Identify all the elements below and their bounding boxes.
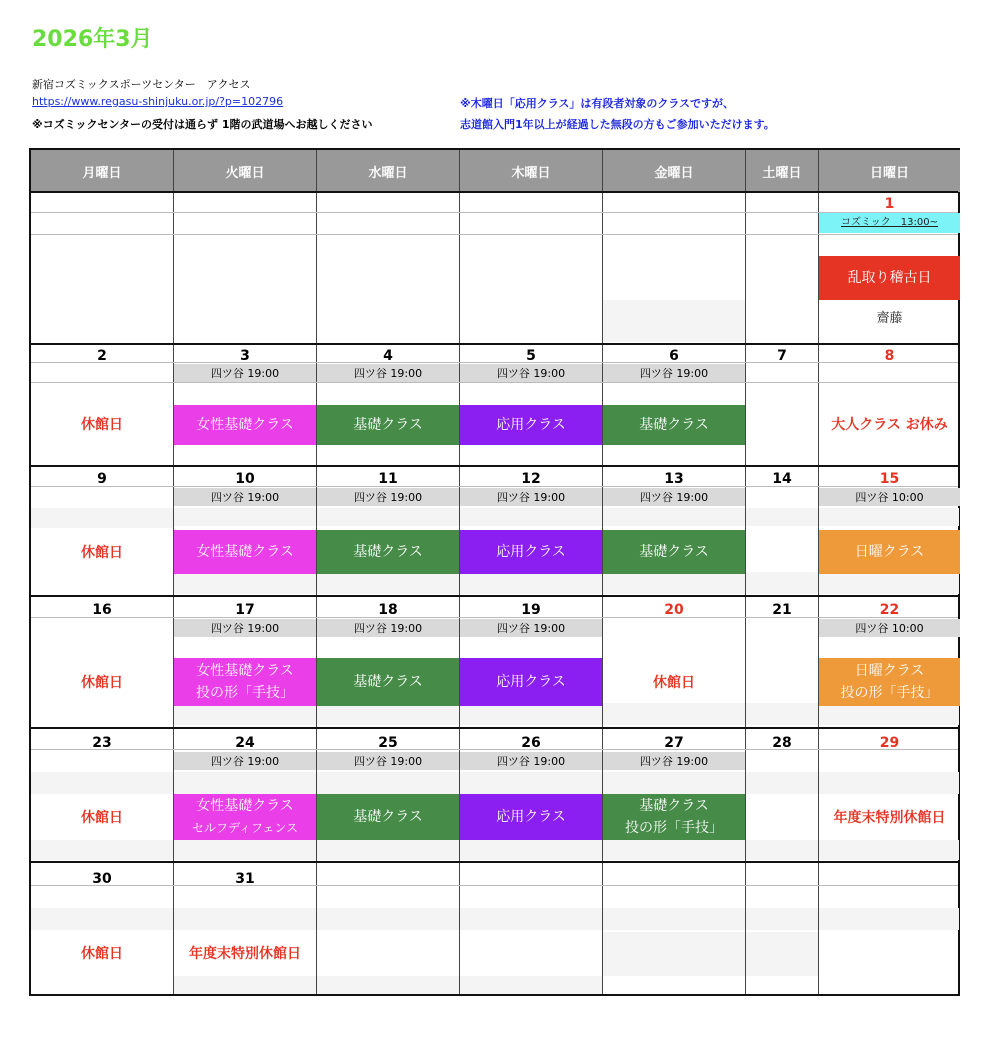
day-1: 1 (884, 196, 895, 212)
womens-basic-class[interactable]: 女性基礎クラス (174, 405, 316, 445)
day-number: 8 (884, 348, 895, 364)
class-detail: 投の形「手技」 (840, 685, 939, 701)
day-number: 20 (664, 602, 684, 618)
day-number: 9 (97, 471, 107, 487)
basic-class[interactable]: 基礎クラス (317, 530, 459, 574)
time-label: 四ツ谷 19:00 (460, 619, 602, 637)
day-number: 13 (664, 471, 684, 487)
class-name: 基礎クラス (639, 798, 709, 814)
closed-label: 休館日 (81, 675, 123, 691)
time-label: 四ツ谷 19:00 (317, 364, 459, 382)
venue-label: 新宿コズミックスポーツセンター アクセス (32, 78, 251, 91)
day-number: 4 (383, 348, 393, 364)
weekday-header-sun: 日曜日 (819, 150, 960, 192)
class-detail: 投の形「手技」 (196, 685, 294, 701)
basic-class[interactable]: 基礎クラス (603, 530, 745, 574)
thursday-note-1: ※木曜日「応用クラス」は有段者対象のクラスですが、 (460, 97, 735, 110)
time-label: 四ツ谷 19:00 (174, 752, 316, 770)
day-number: 27 (664, 735, 684, 751)
time-label: 四ツ谷 19:00 (174, 619, 316, 637)
reception-note: ※コズミックセンターの受付は通らず 1階の武道場へお越しください (32, 118, 373, 131)
day-number: 31 (235, 871, 255, 887)
womens-basic-kata-class[interactable] (174, 658, 316, 706)
calendar-grid (29, 148, 960, 996)
time-label: 四ツ谷 19:00 (460, 752, 602, 770)
thursday-note-2: 志道館入門1年以上が経過した無段の方もご参加いただけます。 (460, 118, 775, 131)
day-number: 22 (879, 602, 900, 618)
basic-class[interactable]: 基礎クラス (317, 794, 459, 840)
randori-event[interactable]: 乱取り稽古日 (819, 256, 960, 300)
time-label: 四ツ谷 19:00 (603, 488, 745, 506)
class-name: 女性基礎クラス (196, 663, 294, 679)
time-label: 四ツ谷 19:00 (460, 364, 602, 382)
womens-basic-selfdefense-class[interactable] (174, 794, 316, 840)
weekday-header-fri: 金曜日 (603, 150, 745, 192)
day-number: 16 (92, 602, 112, 618)
day-number: 21 (772, 602, 792, 618)
day-number: 30 (92, 871, 112, 887)
sunday-kata-class[interactable] (819, 658, 960, 706)
adult-class-off: 大人クラス お休み (831, 417, 948, 433)
closed-label: 休館日 (81, 417, 123, 433)
day-number: 7 (777, 348, 787, 364)
womens-basic-class[interactable]: 女性基礎クラス (174, 530, 316, 574)
closed-label: 休館日 (81, 810, 123, 826)
cosmic-time-link[interactable]: コズミック 13:00~ (819, 213, 960, 233)
closed-label: 休館日 (653, 675, 695, 691)
weekday-header-wed: 水曜日 (317, 150, 459, 192)
basic-class[interactable]: 基礎クラス (317, 658, 459, 706)
weekday-header-sat: 土曜日 (746, 150, 818, 192)
advanced-class[interactable]: 応用クラス (460, 530, 602, 574)
advanced-class[interactable]: 応用クラス (460, 405, 602, 445)
fiscal-closed-label: 年度末特別休館日 (833, 810, 946, 826)
time-label: 四ツ谷 19:00 (174, 488, 316, 506)
time-label: 四ツ谷 10:00 (819, 619, 960, 637)
day-number: 10 (235, 471, 255, 487)
class-detail: セルフディフェンス (191, 821, 299, 835)
weekday-header-tue: 火曜日 (174, 150, 316, 192)
basic-class[interactable]: 基礎クラス (317, 405, 459, 445)
sunday-class[interactable]: 日曜クラス (819, 530, 960, 574)
day-number: 18 (378, 602, 398, 618)
time-label: 四ツ谷 19:00 (317, 752, 459, 770)
day-number: 12 (521, 471, 541, 487)
day-number: 19 (521, 602, 541, 618)
class-name: 女性基礎クラス (196, 798, 294, 814)
closed-label: 休館日 (81, 545, 123, 561)
time-label: 四ツ谷 19:00 (317, 488, 459, 506)
day-number: 24 (235, 735, 255, 751)
class-name: 日曜クラス (854, 663, 925, 679)
time-label: 四ツ谷 19:00 (603, 364, 745, 382)
day-number: 2 (97, 348, 107, 364)
class-detail: 投の形「手技」 (625, 820, 723, 836)
day-number: 5 (526, 348, 536, 364)
day-number: 3 (240, 348, 250, 364)
day-number: 28 (772, 735, 792, 751)
advanced-class[interactable]: 応用クラス (460, 794, 602, 840)
day-number: 25 (378, 735, 398, 751)
day-number: 23 (92, 735, 112, 751)
day-number: 11 (378, 471, 398, 487)
time-label: 四ツ谷 19:00 (174, 364, 316, 382)
instructor-name: 齋藤 (876, 310, 903, 326)
access-link[interactable]: https://www.regasu-shinjuku.or.jp/?p=102796 (32, 95, 284, 108)
basic-class[interactable]: 基礎クラス (603, 405, 745, 445)
day-number: 14 (772, 471, 792, 487)
day-number: 26 (521, 735, 541, 751)
time-label: 四ツ谷 10:00 (819, 488, 960, 506)
weekday-header-thu: 木曜日 (460, 150, 602, 192)
fiscal-closed-label: 年度末特別休館日 (189, 946, 301, 962)
advanced-class[interactable]: 応用クラス (460, 658, 602, 706)
time-label: 四ツ谷 19:00 (317, 619, 459, 637)
basic-kata-class[interactable] (603, 794, 745, 840)
page-title: 2026年3月 (32, 27, 153, 52)
day-number: 29 (879, 735, 900, 751)
time-label: 四ツ谷 19:00 (603, 752, 745, 770)
day-number: 17 (235, 602, 255, 618)
weekday-header-mon: 月曜日 (31, 150, 173, 192)
day-number: 15 (879, 471, 900, 487)
closed-label: 休館日 (81, 946, 123, 962)
day-number: 6 (669, 348, 679, 364)
time-label: 四ツ谷 19:00 (460, 488, 602, 506)
